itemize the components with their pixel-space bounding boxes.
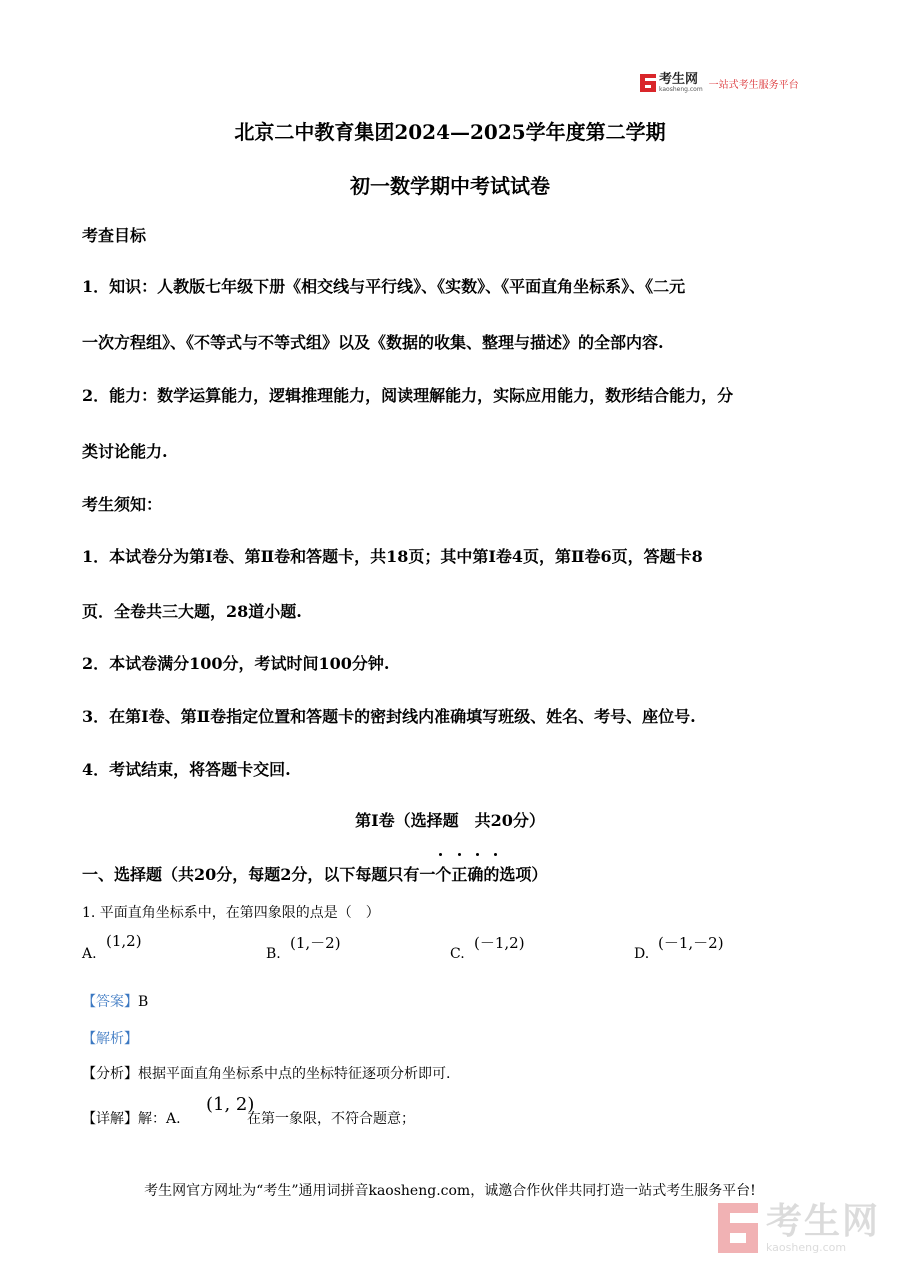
kaosheng-watermark-icon <box>718 1203 758 1253</box>
option-a-value: (1,2) <box>106 932 142 950</box>
detail-suffix: 在第一象限，不符合题意； <box>247 1111 415 1127</box>
option-b-value: (1,－2) <box>290 934 341 952</box>
objectives-heading: 考查目标 <box>82 226 147 245</box>
answer-tag: 【答案】 <box>82 994 138 1010</box>
notice-1-line1: 1．本试卷分为第Ⅰ卷、第Ⅱ卷和答题卡，共18页；其中第Ⅰ卷4页，第Ⅱ卷6页，答题卡8 <box>82 547 703 566</box>
notice-3: 3．在第Ⅰ卷、第Ⅱ卷指定位置和答题卡的密封线内准确填写班级、姓名、考号、座位号. <box>82 707 696 726</box>
option-c-label: C. <box>450 946 465 962</box>
notice-4: 4．考试结束，将答题卡交回. <box>82 760 291 779</box>
question-1-stem: 1. 平面直角坐标系中，在第四象限的点是（ ） <box>82 905 380 921</box>
doc-title-line2: 初一数学期中考试试卷 <box>350 174 550 198</box>
option-d-label: D. <box>634 946 650 962</box>
watermark-domain: kaosheng.com <box>766 1240 847 1254</box>
notice-1-line2: 页．全卷共三大题，28道小题. <box>82 602 302 621</box>
analysis-row <box>82 1028 138 1048</box>
fenxi-row <box>82 1063 450 1083</box>
emphasis-dot <box>494 853 497 856</box>
notice-heading: 考生须知： <box>82 495 163 514</box>
logo-domain: kaosheng.com <box>659 86 703 93</box>
notice-2: 2．本试卷满分100分，考试时间100分钟. <box>82 654 390 673</box>
answer-row <box>82 991 148 1011</box>
emphasis-dot <box>458 853 461 856</box>
option-d-value: (－1,－2) <box>658 934 724 952</box>
option-c-value: (－1,2) <box>474 934 525 952</box>
emphasis-dot <box>476 853 479 856</box>
site-logo <box>640 72 799 94</box>
answer-value: B <box>138 994 149 1010</box>
objective-1-line1: 1．知识：人教版七年级下册《相交线与平行线》、《实数》、《平面直角坐标系》、《二元 <box>82 277 686 296</box>
kaosheng-logo-icon <box>640 74 656 92</box>
detail-row <box>82 1108 181 1128</box>
objective-2-line2: 类讨论能力. <box>82 442 168 461</box>
option-a-label: A. <box>82 946 97 962</box>
objective-1-line2: 一次方程组》、《不等式与不等式组》以及《数据的收集、整理与描述》的全部内容. <box>82 333 664 352</box>
fenxi-tag: 【分析】 <box>82 1066 138 1082</box>
detail-point: (1, 2) <box>206 1094 255 1115</box>
logo-name: 考生网 <box>659 72 699 87</box>
analysis-tag: 【解析】 <box>82 1031 138 1047</box>
doc-title-line1: 北京二中教育集团2024—2025学年度第二学期 <box>234 120 666 144</box>
detail-tag: 【详解】 <box>82 1111 138 1127</box>
watermark-name: 考生网 <box>766 1200 881 1242</box>
detail-prefix: 解：A. <box>138 1111 181 1127</box>
page-footer: 考生网官方网址为“考生”通用词拼音kaosheng.com，诚邀合作伙伴共同打造一站式考生服务平台! <box>144 1183 756 1199</box>
objective-2-line1: 2．能力：数学运算能力，逻辑推理能力，阅读理解能力，实际应用能力，数形结合能力，分 <box>82 386 734 405</box>
fenxi-text: 根据平面直角坐标系中点的坐标特征逐项分析即可. <box>138 1066 451 1082</box>
watermark <box>718 1200 881 1254</box>
option-b-label: B. <box>266 946 281 962</box>
section-title: 一、选择题（共20分，每题2分，以下每题只有一个正确的选项） <box>82 865 548 884</box>
logo-slogan: 一站式考生服务平台 <box>708 79 799 91</box>
part1-heading: 第Ⅰ卷（选择题 共20分） <box>355 811 545 830</box>
emphasis-dot <box>439 853 442 856</box>
